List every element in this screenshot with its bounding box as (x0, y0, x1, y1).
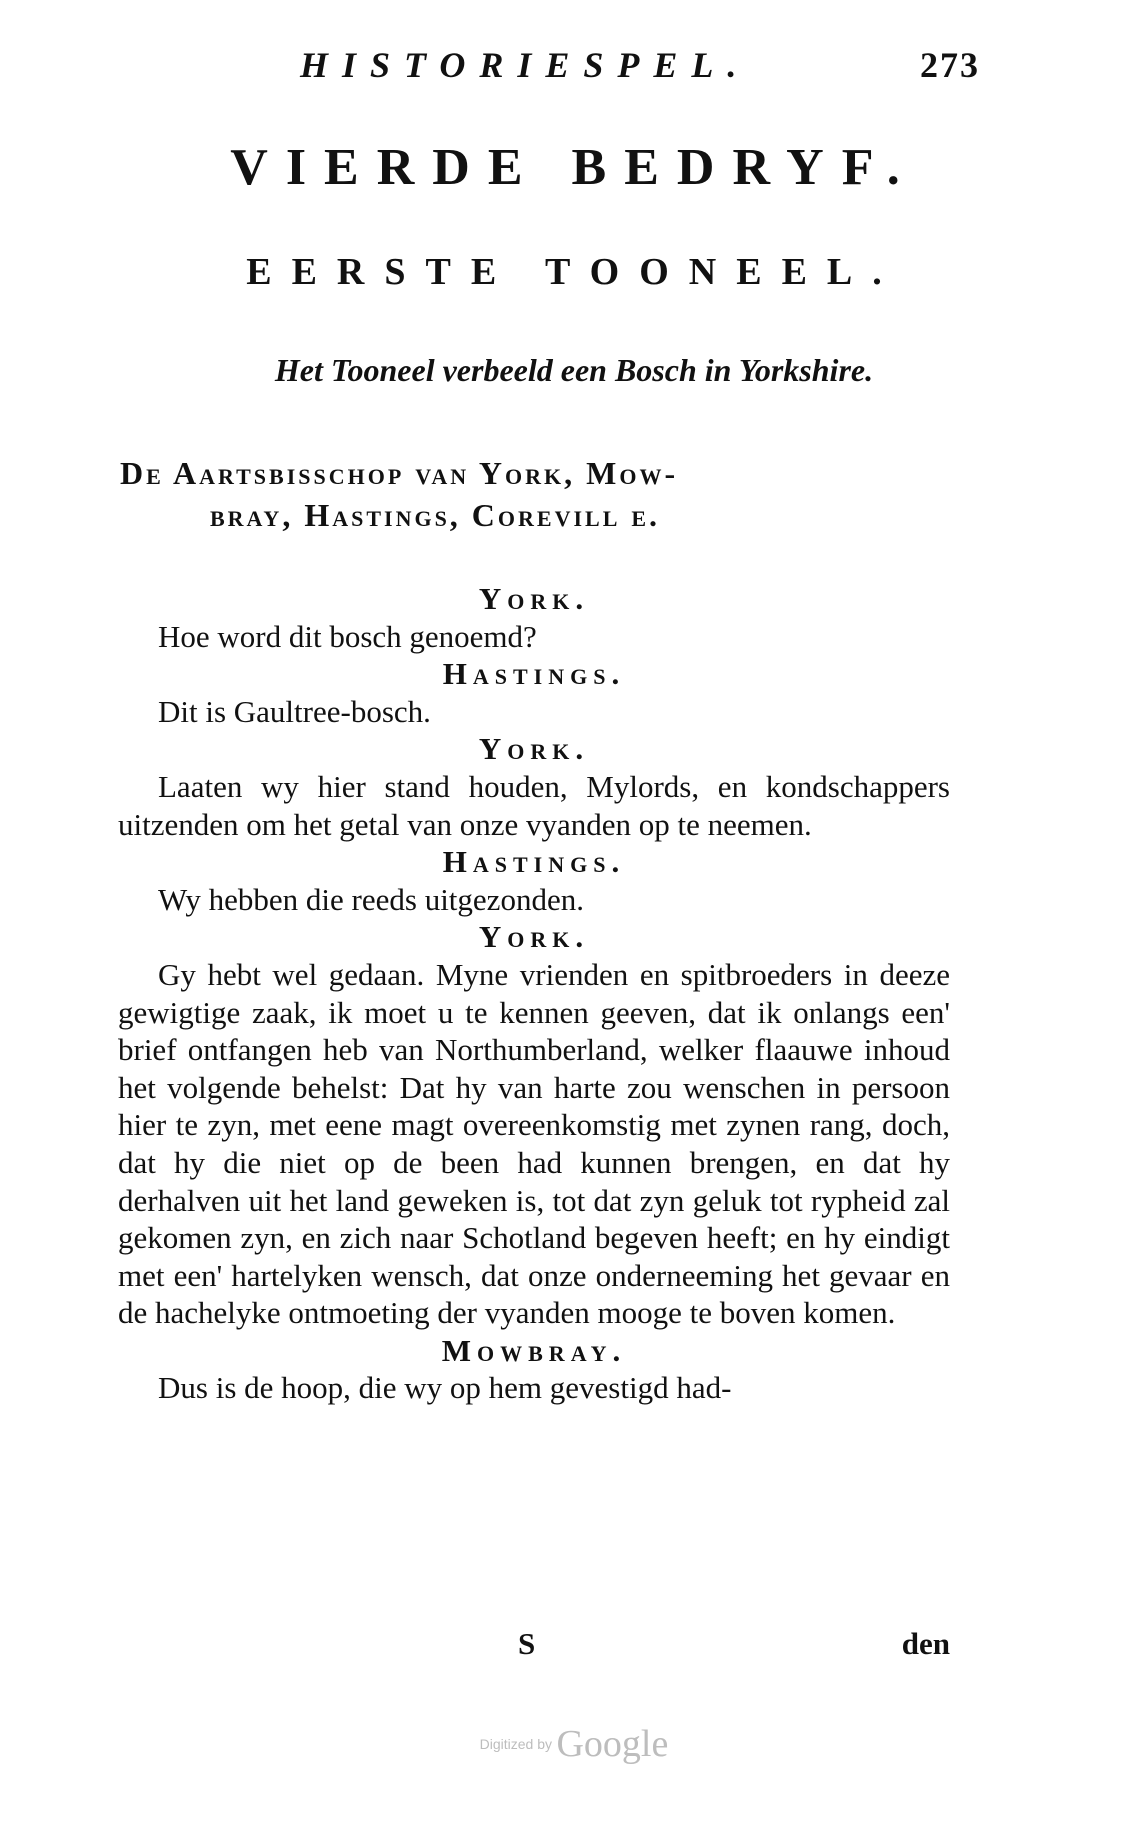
dramatis-personae (120, 452, 980, 536)
dialogue-block (118, 843, 950, 918)
speech-text: Dit is Gaultree-bosch. (158, 693, 431, 729)
speaker-name: Mowbray. (441, 1332, 627, 1368)
dialogue-block (118, 580, 950, 655)
dialogue-block (118, 730, 950, 843)
watermark-brand: Google (556, 1723, 669, 1765)
scene-setting: Het Tooneel verbeeld een Bosch in Yorkshire. (274, 352, 874, 388)
speech-text: Laaten wy hier stand houden, Mylords, en kondschappers uitzenden om het getal van onze vyanden op te neemen. (118, 768, 950, 842)
catchword: den (901, 1626, 950, 1661)
dialogue-block (118, 1332, 950, 1407)
personae-line-1: De Aartsbisschop van York, Mow- (120, 455, 679, 491)
dialogue (118, 580, 950, 1407)
speech-text: Wy hebben die reeds uitgezonden. (158, 881, 584, 917)
digitization-watermark (0, 1722, 1148, 1766)
speech-text: Dus is de hoop, die wy op hem gevestigd had- (158, 1370, 732, 1406)
running-head-title: HISTORIESPEL. (300, 45, 751, 85)
speaker-name: York. (478, 731, 590, 767)
dialogue-block (118, 655, 950, 730)
speaker-name: Hastings. (442, 656, 626, 692)
scene-title: EERSTE TOONEEL. (246, 251, 902, 293)
speaker-name: York. (478, 581, 590, 616)
speech-text: Hoe word dit bosch genoemd? (158, 618, 537, 654)
speech-text: Gy hebt wel gedaan. Myne vrienden en spitbroeders in deeze gewigtige zaak, ik moet u te kennen geeven, dat ik onlangs een' brief ontfangen heb van Northumberland, welker flaauwe inhoud het volgende behelst: Dat hy van harte zou wenschen in persoon hier te zyn, met eene magt overeenkomstig met zynen rang, doch, dat hy die niet op de been had kunnen brengen, en dat hy derhalven uit het land geweken is, tot dat zyn geluk tot rypheid zal gekomen zyn, en zich naar Schotland begeven heeft; en hy eindigt met een' hartelyken wensch, dat onze onderneeming het gevaar en de hachelyke ontmoeting der vyanden mooge te boven komen. (118, 956, 950, 1331)
signature-mark: S (518, 1626, 536, 1661)
dialogue-block (118, 918, 950, 1332)
page-footer (118, 1626, 950, 1666)
speaker-name: York. (478, 919, 590, 955)
act-title: VIERDE BEDRYF. (230, 139, 918, 196)
running-head (290, 44, 990, 94)
speaker-name: Hastings. (442, 844, 626, 880)
watermark-prefix: Digitized by (479, 1736, 553, 1752)
page-number: 273 (920, 45, 980, 85)
personae-line-2: bray, Hastings, Corevill e. (210, 497, 661, 533)
